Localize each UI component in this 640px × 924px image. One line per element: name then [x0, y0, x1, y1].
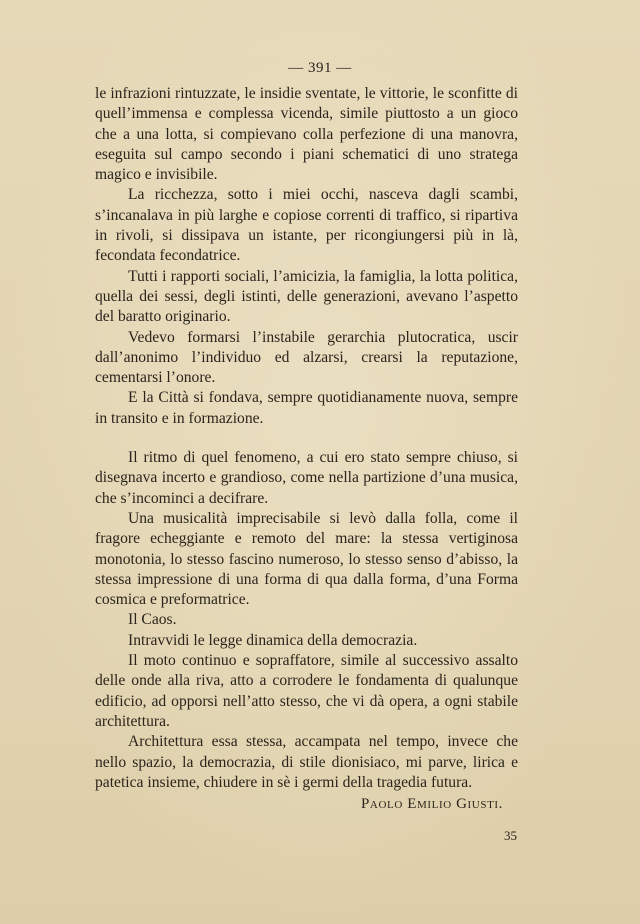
author-signature: Paolo Emilio Giusti. — [360, 796, 503, 812]
paragraph: La ricchezza, sotto i miei occhi, nasceva dagli scambi, s’incanalava in più larghe e copiose correnti di traffico, si ripartiva in rivoli, si dissipava un istante, per ricongiungersi più in là, fecondata fecondatrice. — [95, 186, 518, 265]
paragraph: Architettura essa stessa, accampata nel tempo, invece che nello spazio, la democrazia, di stile dionisiaco, mi parve, lirica e patetica insieme, chiudere in sè i germi della tragedia futura. — [95, 733, 518, 791]
paragraph: Vedevo formarsi l’instabile gerarchia plutocratica, uscir dall’anonimo l’individuo ed alzarsi, crearsi la reputazione, cementarsi l’onore. — [95, 328, 518, 387]
page-number: — 391 — — [288, 60, 352, 76]
paragraph: Una musicalità imprecisabile si levò dalla folla, come il fragore echeggiante e remoto del mare: la stessa vertiginosa monotonia, lo stesso fascino numeroso, lo stesso senso d’abisso, la stessa impressione di una forma di qua dalla forma, d’una Forma cosmica e preformatrice. — [95, 509, 518, 609]
paragraph: Tutti i rapporti sociali, l’amicizia, la famiglia, la lotta politica, quella dei sessi, degli istinti, delle generazioni, avevano l’aspetto del baratto originario. — [95, 267, 518, 326]
paragraph: Il ritmo di quel fenomeno, a cui ero stato sempre chiuso, si disegnava incerto e grandioso, come nella partizione d’una musica, che s’incominci a decifrare. — [95, 449, 518, 507]
sheet-number: 35 — [504, 828, 517, 843]
section-break — [95, 429, 518, 448]
body-text — [95, 84, 518, 793]
paragraph: Il Caos. — [128, 611, 177, 629]
paragraph-continued: le infrazioni rintuzzate, le insidie sventate, le vittorie, le sconfitte di quell’immensa e complessa vicenda, simile piuttosto a un gioco che a una lotta, si compievano colla perfezione di una manovra, eseguita sul campo secondo i piani schematici di uno stratega magico e invisibile. — [95, 85, 518, 184]
paragraph: Intravvidi le legge dinamica della democrazia. — [128, 631, 418, 649]
paragraph: Il moto continuo e sopraffatore, simile al successivo assalto delle onde alla riva, atto a corrodere le fondamenta di qualunque edificio, ad opporsi nell’atto stesso, che vi dà opera, a ogni stabile architettura. — [95, 652, 518, 730]
paragraph: E la Città si fondava, sempre quotidianamente nuova, sempre in transito e in formazione. — [95, 389, 518, 427]
